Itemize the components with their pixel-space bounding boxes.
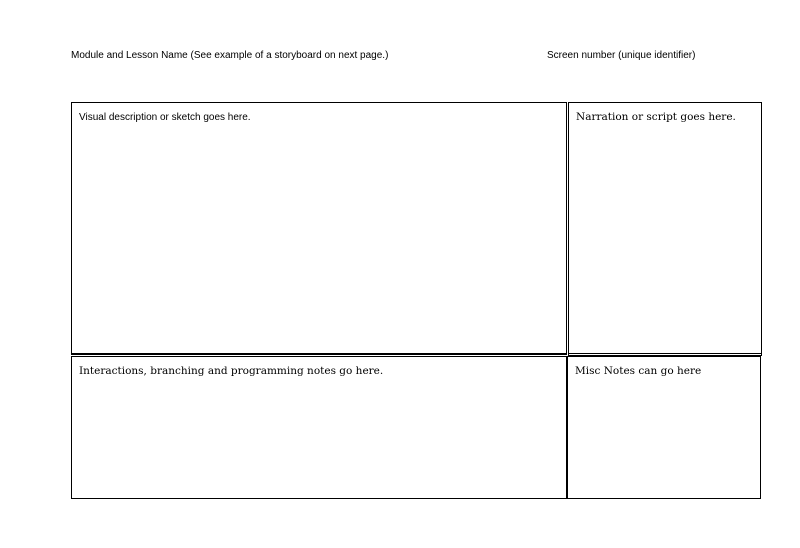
misc-notes-text: Misc Notes can go here <box>575 365 702 377</box>
narration-box[interactable] <box>568 102 762 356</box>
visual-description-text: Visual description or sketch goes here. <box>79 112 251 123</box>
visual-description-box[interactable] <box>71 102 567 355</box>
interactions-notes-text: Interactions, branching and programming notes go here. <box>79 365 384 377</box>
screen-number-label: Screen number (unique identifier) <box>547 50 696 61</box>
divider-line-left <box>71 353 567 354</box>
interactions-notes-box[interactable] <box>71 356 567 499</box>
divider-line-right <box>568 353 762 354</box>
module-lesson-name-label: Module and Lesson Name (See example of a storyboard on next page.) <box>71 50 389 61</box>
misc-notes-box[interactable] <box>567 356 761 499</box>
narration-text: Narration or script goes here. <box>576 111 736 123</box>
